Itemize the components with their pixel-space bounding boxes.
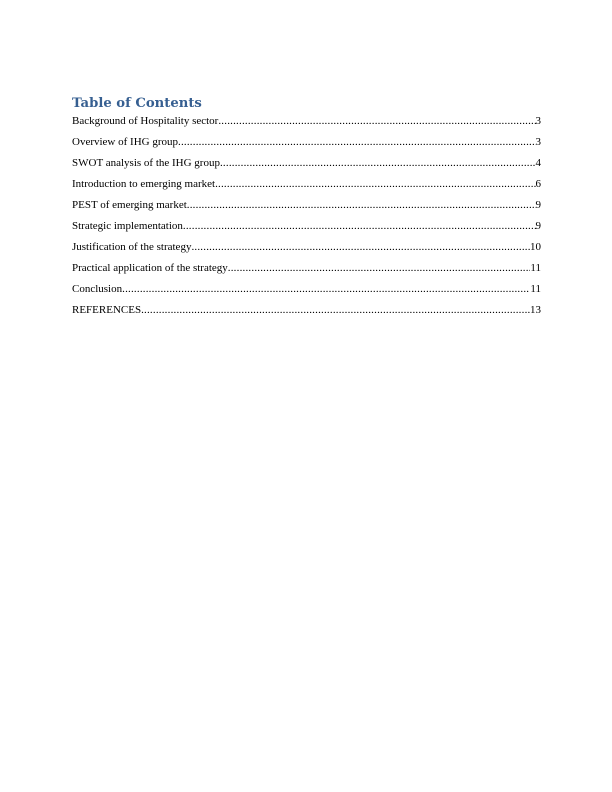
toc-dot-leader bbox=[220, 156, 536, 170]
toc-heading: Table of Contents bbox=[72, 96, 202, 111]
toc-page-number: 6 bbox=[535, 178, 541, 190]
toc-page-number: 9 bbox=[535, 220, 541, 232]
toc-dot-leader bbox=[141, 303, 530, 317]
toc-dot-leader bbox=[122, 282, 530, 296]
toc-entry-label: Justification of the strategy bbox=[72, 241, 192, 253]
toc-entry-label: Conclusion bbox=[72, 283, 123, 295]
toc-entry-label: Strategic implementation bbox=[72, 220, 183, 232]
toc-dot-leader bbox=[183, 219, 536, 233]
toc-page-number: 9 bbox=[535, 199, 541, 211]
toc-dot-leader bbox=[215, 177, 535, 191]
toc-entry-label: REFERENCES bbox=[72, 304, 142, 316]
toc-entry-strategic-implementation[interactable] bbox=[72, 219, 541, 240]
toc-entry-label: PEST of emerging market bbox=[72, 199, 187, 211]
toc-entry-label: Practical application of the strategy bbox=[72, 262, 228, 274]
toc-page-number: 13 bbox=[530, 304, 541, 316]
toc-entry-conclusion[interactable] bbox=[72, 282, 541, 303]
toc-entry-pest[interactable] bbox=[72, 198, 541, 219]
toc-page-number: 4 bbox=[535, 157, 541, 169]
toc-entry-background-hospitality[interactable] bbox=[72, 114, 541, 135]
toc-entry-label: SWOT analysis of the IHG group bbox=[72, 157, 220, 169]
toc-entry-swot-analysis[interactable] bbox=[72, 156, 541, 177]
toc-page-number: 11 bbox=[530, 262, 541, 274]
toc-entry-label: Introduction to emerging market bbox=[72, 178, 216, 190]
toc-entry-references[interactable] bbox=[72, 303, 541, 324]
toc-page-number: 3 bbox=[535, 136, 541, 148]
toc-dot-leader bbox=[228, 261, 531, 275]
toc-dot-leader bbox=[187, 198, 536, 212]
toc-dot-leader bbox=[218, 114, 535, 128]
toc-list bbox=[72, 114, 541, 324]
toc-entry-overview-ihg[interactable] bbox=[72, 135, 541, 156]
toc-page-number: 11 bbox=[530, 283, 541, 295]
toc-dot-leader bbox=[178, 135, 536, 149]
toc-page-number: 10 bbox=[530, 241, 541, 253]
toc-entry-label: Background of Hospitality sector bbox=[72, 115, 219, 127]
table-of-contents bbox=[72, 95, 541, 324]
toc-entry-practical-application[interactable] bbox=[72, 261, 541, 282]
toc-entry-justification[interactable] bbox=[72, 240, 541, 261]
toc-page-number: 3 bbox=[535, 115, 541, 127]
toc-entry-label: Overview of IHG group bbox=[72, 136, 178, 148]
toc-dot-leader bbox=[191, 240, 530, 254]
toc-entry-emerging-market-intro[interactable] bbox=[72, 177, 541, 198]
